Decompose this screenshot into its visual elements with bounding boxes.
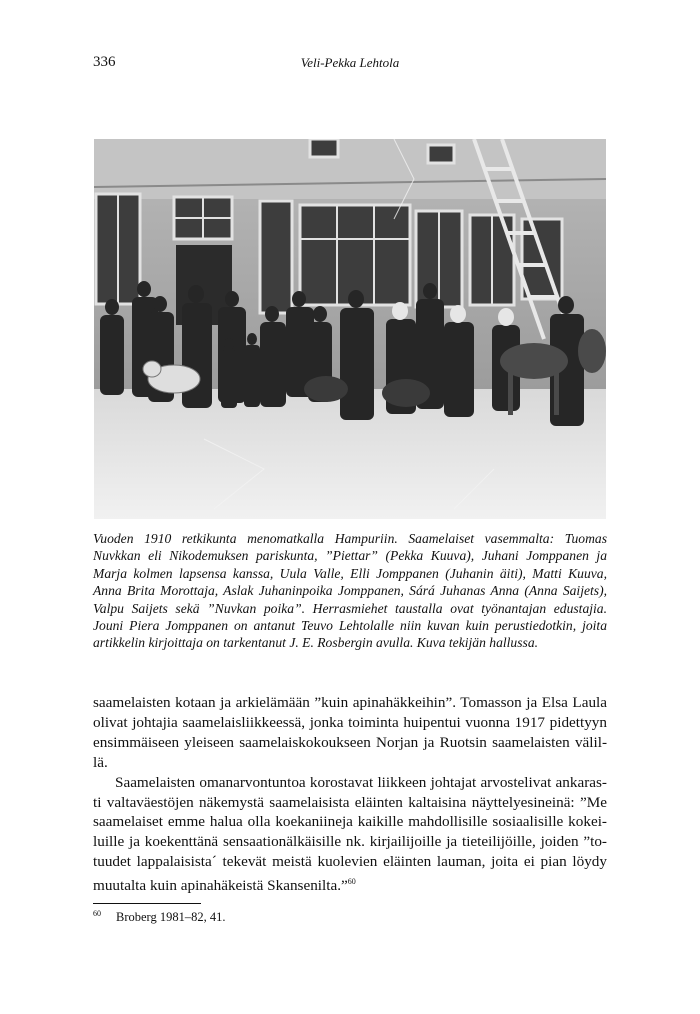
- footnote-divider: [93, 903, 201, 904]
- historical-group-photo: [94, 139, 606, 519]
- footnote-text: Broberg 1981–82, 41.: [116, 910, 226, 924]
- footnote: [93, 909, 226, 925]
- body-line-with-footnote: [93, 872, 607, 896]
- body-line: olivat johtajia saamelaisliikkeessä, jonka toiminta huipentui vuonna 1917 pidettyyn: [93, 713, 607, 731]
- caption-line: Jouni Piera Jomppanen on antanut Teuvo Lehtolalle niin kuvan kuin perustiedotkin, joita: [93, 618, 607, 634]
- photo-caption: [93, 530, 607, 652]
- footnote-reference[interactable]: 60: [347, 877, 356, 887]
- caption-line: Vuoden 1910 retkikunta menomatkalla Hampuriin. Saamelaiset vasemmalta: Tuomas: [93, 531, 607, 546]
- body-line: lä.: [93, 753, 108, 771]
- caption-line: Anna Brita Morottaja, Aslak Juhaninpoika Jomppanen, Sárá Juhanas Anna (Anna Saijets),: [93, 583, 607, 599]
- body-line: tuudet lappalaisista´ tekevät meistä kuolevien eläinten lauman, joita ei pian löydy: [93, 853, 607, 871]
- body-text: [93, 693, 607, 896]
- caption-line: Marja kolmen lapsensa kanssa, Uula Valle, Elli Jomppanen (Juhanin äiti), Matti Kuuva,: [93, 565, 607, 581]
- caption-line: Nuvkkan eli Nikodemuksen pariskunta, ”Piettar” (Pekka Kuuva), Juhani Jomppanen ja: [93, 548, 607, 564]
- running-head: Veli-Pekka Lehtola: [300, 55, 400, 70]
- photo-illustration: [94, 139, 606, 519]
- body-line: saamelaiset emme halua olla koekaniineja kaikille mahdollisille sosiaalisille kokei-: [93, 813, 607, 831]
- body-line: luille ja koekenttänä sensaationälkäisille nk. kirjailijoille ja tieteilijöille, joiden ”to-: [93, 833, 607, 851]
- body-line: saamelaisten kotaan ja arkielämään ”kuin apinahäkkeihin”. Tomasson ja Elsa Laula: [93, 694, 607, 711]
- page-header: [93, 54, 607, 74]
- body-line: Saamelaisten omanarvontuntoa korostavat liikkeen johtajat arvostelivat ankaras-: [115, 773, 607, 791]
- footnote-number: 60: [93, 909, 101, 918]
- page-number: 336: [93, 54, 116, 70]
- body-line: ti valtaväestöjen näkemystä saamelaisista eläinten kaltaisina näyttelyesineinä: ”Me: [93, 793, 607, 811]
- caption-line: Valpu Saijets sekä ”Nuvkan poika”. Herrasmiehet taustalla ovat työnantajan edustajia.: [93, 600, 607, 616]
- body-line: ensimmäiseen yleiseen saamelaiskokoukseen Norjan ja Ruotsin saamelaisten välil-: [93, 733, 607, 751]
- body-line-text: muutalta kuin apinahäkeistä Skansenilta.”: [93, 877, 348, 895]
- caption-line: artikkelin kirjoittaja on tarkentanut J. E. Rosbergin avulla. Kuva tekijän hallussa.: [93, 635, 539, 651]
